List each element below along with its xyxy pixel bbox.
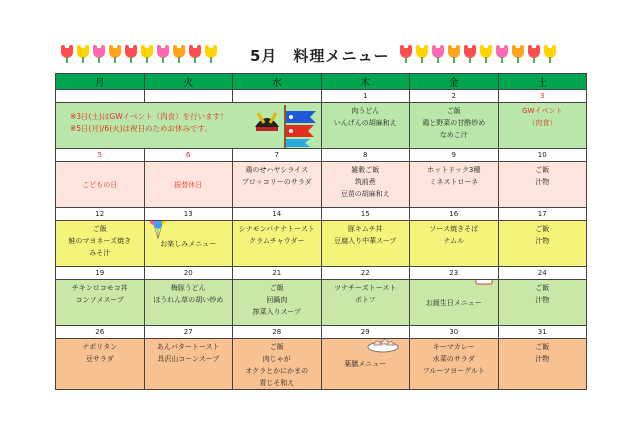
menu-item: ご飯 [269, 284, 284, 292]
date-number-thu: 29 [321, 326, 410, 339]
date-number-tue [144, 90, 233, 103]
tulip-icon [205, 48, 217, 62]
page-header [55, 44, 585, 68]
menu-item: ほうれん草の胡い炒め [153, 296, 224, 304]
menu-item: なめこ汁 [439, 131, 468, 139]
menu-cell-fri [410, 103, 499, 149]
date-number-mon: 19 [56, 267, 145, 280]
menu-cell-thu [321, 162, 410, 208]
weekday-mon: 月 [56, 74, 145, 90]
tulip-icon [464, 48, 476, 62]
tulip-icon [173, 48, 185, 62]
menu-item: こどもの日 [82, 180, 118, 189]
menu-cell-mon [56, 339, 145, 390]
menu-item: 鶏と野菜の甘酢炒め [422, 119, 486, 127]
date-number-sat: 17 [498, 208, 587, 221]
date-number-tue: 13 [144, 208, 233, 221]
menu-row [56, 221, 587, 267]
menu-cell-thu [321, 221, 410, 267]
notice-cell [56, 103, 322, 149]
date-number-fri: 16 [410, 208, 499, 221]
weekday-wed: 水 [233, 74, 322, 90]
date-row [56, 326, 587, 339]
menu-item: フルーツヨーグルト [422, 367, 485, 375]
birthday-cake-icon [474, 280, 494, 287]
menu-cell-fri [410, 339, 499, 390]
menu-item: 回鍋肉 [266, 296, 288, 304]
date-number-wed [233, 90, 322, 103]
menu-row [56, 162, 587, 208]
menu-item: ご飯 [535, 225, 550, 233]
tulip-icon [157, 48, 169, 62]
menu-cell-wed [233, 221, 322, 267]
tulip-icon [141, 48, 153, 62]
date-number-sat: 3 [498, 90, 587, 103]
weekday-tue: 火 [144, 74, 233, 90]
menu-item: 汁物 [535, 178, 550, 186]
tulip-icon [125, 48, 137, 62]
koinobori-icon [282, 105, 321, 149]
menu-item: GWイベント [522, 107, 563, 115]
weekday-sat: 土 [498, 74, 587, 90]
tulip-icon [480, 48, 492, 62]
date-number-wed: 14 [233, 208, 322, 221]
menu-item: 搾菜入りスープ [252, 308, 301, 316]
date-number-wed: 7 [233, 149, 322, 162]
menu-item: 汁物 [535, 296, 550, 304]
date-row [56, 149, 587, 162]
date-number-mon: 26 [56, 326, 145, 339]
date-number-thu: 15 [321, 208, 410, 221]
date-number-mon [56, 90, 145, 103]
event-notice [70, 111, 228, 135]
menu-item: あんバタートースト [156, 343, 220, 351]
menu-item: 筑前煮 [354, 178, 376, 186]
notice-line: ※5日(月)/6(火)は祝日のためお休みです。 [70, 124, 212, 133]
date-number-thu: 8 [321, 149, 410, 162]
menu-cell-thu [321, 280, 410, 326]
menu-cell-sat [498, 221, 587, 267]
weekday-header-row [56, 74, 587, 90]
menu-cell-tue [144, 162, 233, 208]
menu-item: ソース焼きそば [429, 225, 479, 233]
tulip-icon [512, 48, 524, 62]
date-number-sat: 31 [498, 326, 587, 339]
date-number-sat: 24 [498, 267, 587, 280]
menu-item: 豆苗の胡麻和え [340, 190, 390, 198]
tulip-icon [61, 48, 73, 62]
menu-item: 水菜のサラダ [432, 355, 475, 363]
menu-cell-thu [321, 103, 410, 149]
menu-item: 青じそ和え [259, 379, 295, 387]
menu-item: オクラとかにかまの [245, 367, 309, 375]
menu-row [56, 103, 587, 149]
date-number-fri: 30 [410, 326, 499, 339]
menu-cell-sat [498, 162, 587, 208]
menu-cell-tue [144, 280, 233, 326]
date-number-tue: 20 [144, 267, 233, 280]
tulip-icon [109, 48, 121, 62]
date-number-fri: 2 [410, 90, 499, 103]
tulip-icon [496, 48, 508, 62]
tulip-icon [416, 48, 428, 62]
menu-cell-mon [56, 162, 145, 208]
menu-cell-sat [498, 280, 587, 326]
tulip-icon [432, 48, 444, 62]
menu-item: （肉食） [528, 119, 557, 127]
menu-item: ツナチーズトースト [334, 284, 397, 292]
menu-item: 肉うどん [351, 107, 380, 115]
menu-item: 豆サラダ [85, 355, 114, 363]
menu-cell-mon [56, 280, 145, 326]
menu-item: ホットドック3種 [427, 166, 481, 174]
tulip-icon [544, 48, 556, 62]
menu-item: ブロッコリーのサラダ [241, 178, 312, 186]
menu-item: 汁物 [535, 237, 550, 245]
menu-item: ご飯 [269, 343, 284, 351]
tulip-icon [528, 48, 540, 62]
menu-row [56, 339, 587, 390]
date-number-wed: 28 [233, 326, 322, 339]
menu-cell-tue [144, 221, 233, 267]
kabuto-icon [252, 109, 282, 135]
date-number-thu: 22 [321, 267, 410, 280]
date-number-fri: 9 [410, 149, 499, 162]
menu-item: 豆腐入り中華スープ [334, 237, 397, 245]
balloon-icon [147, 221, 169, 242]
menu-item: ナムル [443, 237, 465, 245]
menu-cell-mon [56, 221, 145, 267]
menu-cell-fri [410, 162, 499, 208]
menu-item: ミネストローネ [429, 178, 479, 186]
menu-item: 鶏のせハヤシライス [245, 166, 309, 174]
menu-cell-tue [144, 339, 233, 390]
menu-row [56, 280, 587, 326]
date-number-mon: 12 [56, 208, 145, 221]
menu-item: チキンロコモコ丼 [71, 284, 128, 292]
tulip-icon [448, 48, 460, 62]
menu-cell-fri [410, 221, 499, 267]
date-row [56, 90, 587, 103]
menu-cell-fri [410, 280, 499, 326]
dumpling-dish-icon [366, 339, 400, 354]
menu-item: いんげんの胡麻和え [333, 119, 397, 127]
tulip-icon [189, 48, 201, 62]
menu-item: ご飯 [535, 166, 550, 174]
date-number-thu: 1 [321, 90, 410, 103]
date-row [56, 267, 587, 280]
menu-item: シナモンバナナトースト [238, 225, 315, 233]
menu-item: お楽しみメニュー [160, 239, 217, 248]
menu-item: キーマカレー [432, 343, 475, 351]
menu-item: クラムチャウダー [248, 237, 305, 245]
menu-cell-sat [498, 339, 587, 390]
tulip-icon [77, 48, 89, 62]
menu-item: 豚キムチ丼 [347, 225, 383, 233]
menu-cell-wed [233, 339, 322, 390]
menu-item: ポトフ [354, 296, 376, 304]
page-title: 5月 料理メニュー [250, 47, 390, 65]
tulip-icon [93, 48, 105, 62]
menu-cell-sat [498, 103, 587, 149]
menu-item: 雑穀ご飯 [351, 166, 380, 174]
weekday-thu: 木 [321, 74, 410, 90]
menu-item: 梅豚うどん [170, 284, 206, 292]
menu-calendar [55, 73, 587, 390]
menu-item: コンソメスープ [75, 296, 124, 304]
menu-item: 振替休日 [174, 180, 203, 189]
menu-cell-wed [233, 162, 322, 208]
menu-item: ご飯 [446, 107, 461, 115]
menu-item: ご飯 [92, 225, 107, 233]
menu-item: 鮭のマヨネーズ焼き [68, 237, 132, 245]
menu-cell-wed [233, 280, 322, 326]
weekday-fri: 金 [410, 74, 499, 90]
date-number-tue: 6 [144, 149, 233, 162]
menu-item: 薬膳メニュー [344, 360, 387, 368]
menu-cell-thu [321, 339, 410, 390]
menu-item: ナポリタン [82, 343, 118, 351]
date-number-wed: 21 [233, 267, 322, 280]
menu-item: 具沢山コーンスープ [157, 355, 220, 363]
menu-item: みそ汁 [89, 249, 111, 257]
menu-item: 汁物 [535, 355, 550, 363]
date-number-tue: 27 [144, 326, 233, 339]
menu-item: お誕生日メニュー [425, 298, 482, 307]
date-number-fri: 23 [410, 267, 499, 280]
date-row [56, 208, 587, 221]
tulip-icon [400, 48, 412, 62]
notice-line: ※3日(土)はGWイベント（肉食）を行います！ [70, 112, 228, 121]
menu-item: ご飯 [535, 284, 550, 292]
menu-item: 肉じゃが [262, 355, 291, 363]
date-number-mon: 5 [56, 149, 145, 162]
date-number-sat: 10 [498, 149, 587, 162]
menu-item: ご飯 [535, 343, 550, 351]
